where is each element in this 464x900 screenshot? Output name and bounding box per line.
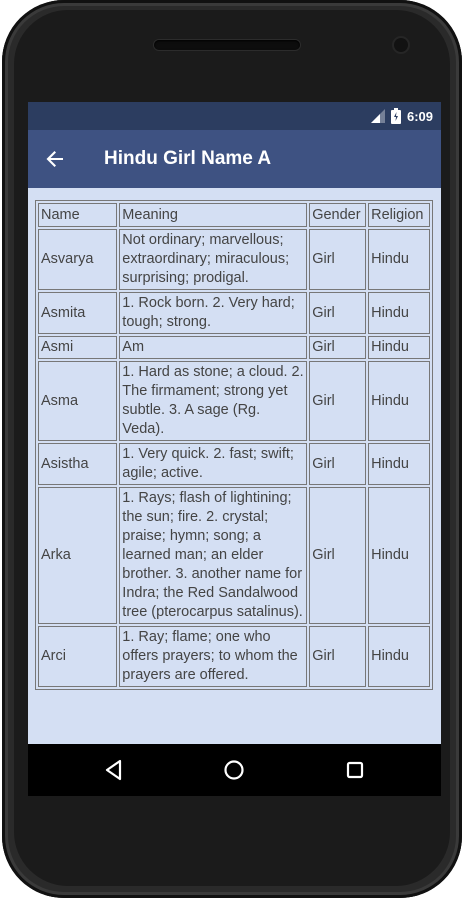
cell-meaning: 1. Rock born. 2. Very hard; tough; strong. — [119, 292, 307, 334]
cell-religion: Hindu — [368, 487, 430, 624]
earpiece-speaker — [154, 40, 300, 50]
cell-gender: Girl — [309, 336, 366, 359]
cell-religion: Hindu — [368, 443, 430, 485]
cell-meaning: 1. Very quick. 2. fast; swift; agile; active. — [119, 443, 307, 485]
cell-religion: Hindu — [368, 361, 430, 441]
cell-religion: Hindu — [368, 229, 430, 290]
device-screen — [28, 102, 441, 796]
cell-meaning: 1. Rays; flash of lightining; the sun; fire. 2. crystal; praise; hymn; song; a learned man; an elder brother. 3. another name for Indra; the Red Sandalwood tree (pterocarpus satalinus). — [119, 487, 307, 624]
cell-name: Arci — [38, 626, 117, 687]
status-time: 6:09 — [406, 108, 433, 124]
header-meaning: Meaning — [119, 203, 307, 227]
cell-religion: Hindu — [368, 626, 430, 687]
phone-frame — [2, 0, 462, 898]
arrow-back-icon[interactable] — [42, 146, 68, 172]
status-icons — [371, 102, 433, 130]
table-row[interactable] — [38, 292, 430, 334]
signal-icon — [371, 109, 385, 123]
cell-name: Asma — [38, 361, 117, 441]
cell-name: Asistha — [38, 443, 117, 485]
cell-gender: Girl — [309, 229, 366, 290]
cell-gender: Girl — [309, 361, 366, 441]
table-row[interactable] — [38, 626, 430, 687]
cell-meaning: 1. Hard as stone; a cloud. 2. The firmament; strong yet subtle. 3. A sage (Rg. Veda). — [119, 361, 307, 441]
table-row[interactable] — [38, 361, 430, 441]
header-religion: Religion — [368, 203, 430, 227]
cell-name: Asmita — [38, 292, 117, 334]
table-row[interactable] — [38, 229, 430, 290]
table-row[interactable] — [38, 487, 430, 624]
triangle-back-icon[interactable] — [102, 758, 126, 782]
cell-meaning: 1. Ray; flame; one who offers prayers; to whom the prayers are offered. — [119, 626, 307, 687]
cell-meaning: Am — [119, 336, 307, 359]
circle-home-icon[interactable] — [222, 758, 246, 782]
cell-gender: Girl — [309, 292, 366, 334]
app-bar — [28, 130, 441, 188]
square-recents-icon[interactable] — [343, 758, 367, 782]
table-header-row — [38, 203, 430, 227]
header-gender: Gender — [309, 203, 366, 227]
cell-name: Asmi — [38, 336, 117, 359]
cell-gender: Girl — [309, 626, 366, 687]
cell-gender: Girl — [309, 487, 366, 624]
cell-name: Arka — [38, 487, 117, 624]
names-table — [35, 200, 433, 690]
names-table-container[interactable] — [28, 188, 441, 744]
page-title: Hindu Girl Name A — [104, 148, 272, 169]
cell-meaning: Not ordinary; marvellous; extraordinary; miraculous; surprising; prodigal. — [119, 229, 307, 290]
status-bar — [28, 102, 441, 130]
cell-religion: Hindu — [368, 292, 430, 334]
table-row[interactable] — [38, 443, 430, 485]
front-camera — [394, 38, 408, 52]
navigation-bar — [28, 744, 441, 796]
header-name: Name — [38, 203, 117, 227]
cell-gender: Girl — [309, 443, 366, 485]
cell-religion: Hindu — [368, 336, 430, 359]
cell-name: Asvarya — [38, 229, 117, 290]
battery-icon — [391, 108, 401, 124]
table-row[interactable] — [38, 336, 430, 359]
